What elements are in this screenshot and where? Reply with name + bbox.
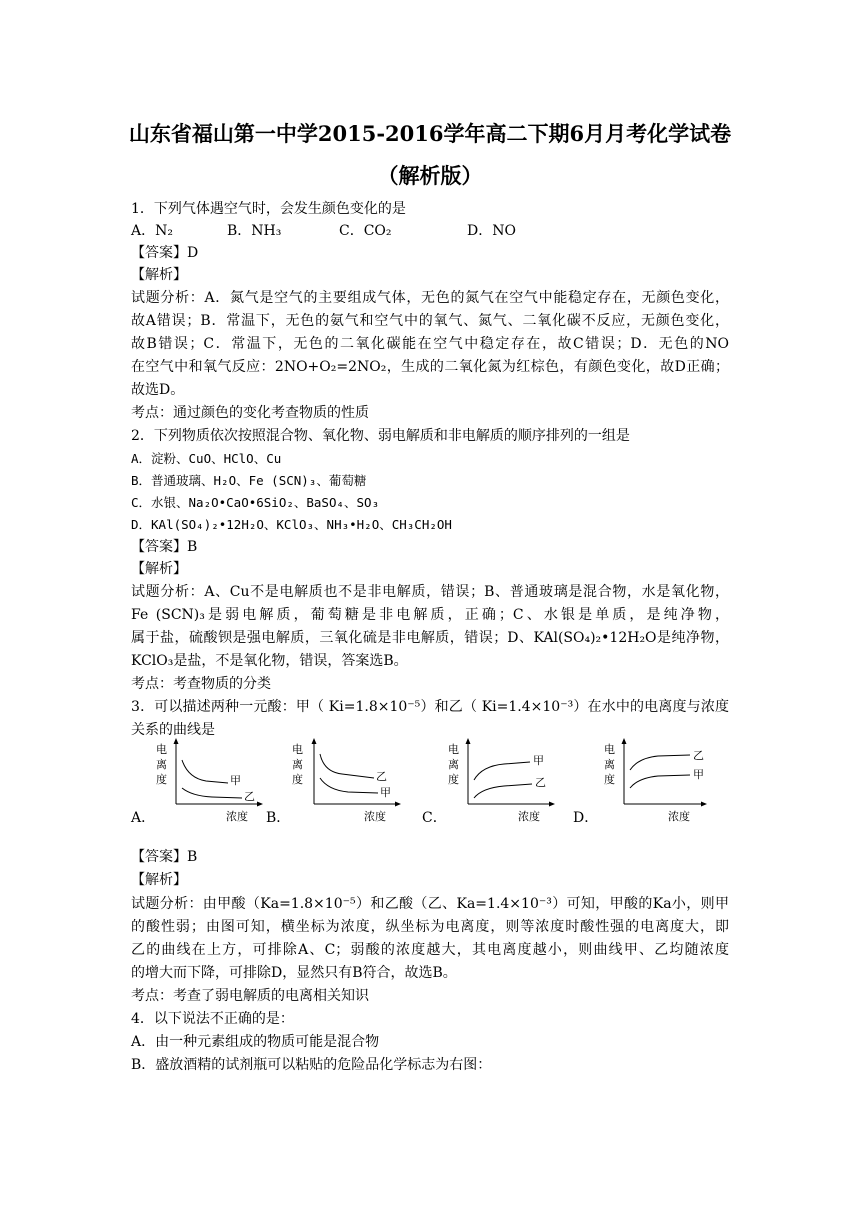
q3-graph-d-letter: D． <box>573 810 599 826</box>
y-axis-arrow <box>174 738 179 744</box>
q3-stem-line2: 关系的曲线是 <box>131 722 215 738</box>
y-label-char: 度 <box>604 773 615 786</box>
curve-yi <box>182 788 242 798</box>
y-label-char: 离 <box>604 758 615 771</box>
q3-analysis-line: 的酸性弱；由图可知，横坐标为浓度，纵坐标为电离度，则等浓度时酸性强的电离度大，即 <box>131 919 729 935</box>
q3-graph-a <box>152 738 264 824</box>
q2-option-a: A．淀粉、CuO、HClO、Cu <box>131 451 282 466</box>
y-label-char: 度 <box>448 773 459 786</box>
q2-analysis-label: 【解析】 <box>131 561 187 577</box>
q3-point: 考点：考查了弱电解质的电离相关知识 <box>131 988 369 1004</box>
q2-analysis-line: 属于盐，硫酸钡是强电解质，三氧化硫是非电解质，错误；D、KAl(SO₄)₂•12H₂O是纯净物， <box>131 630 729 646</box>
q2-option-b: B．普通玻璃、H₂O、Fe (SCN)₃、葡萄糖 <box>131 473 367 488</box>
q1-point: 考点：通过颜色的变化考查物质的性质 <box>131 405 369 421</box>
x-label: 浓度 <box>364 810 386 823</box>
curve-label-yi: 乙 <box>376 770 387 783</box>
q3-analysis-line: 的增大而下降，可排除D，显然只有B符合，故选B。 <box>131 965 457 981</box>
curve-jia <box>320 778 378 793</box>
q2-stem: 2．下列物质依次按照混合物、氧化物、弱电解质和非电解质的顺序排列的一组是 <box>131 428 630 444</box>
q1-analysis-line: 故B错误；C．常温下，无色的二氧化碳能在空气中稳定存在，故C错误；D．无色的NO <box>131 336 729 352</box>
q2-answer: 【答案】B <box>131 539 198 555</box>
curve-yi <box>630 755 690 770</box>
y-label-char: 离 <box>448 758 459 771</box>
q3-stem: 3．可以描述两种一元酸：甲（ Ki=1.8×10⁻⁵）和乙（ Ki=1.4×10⁻³）在水中的电离度与浓度 <box>131 699 729 715</box>
q3-graph-a-letter: A． <box>131 810 156 826</box>
q2-point: 考点：考查物质的分类 <box>131 676 271 692</box>
q1-analysis-line: 在空气中和氧气反应：2NO+O₂=2NO₂，生成的二氧化氮为红棕色，有颜色变化，故D正确； <box>131 359 729 375</box>
y-label-char: 电 <box>156 743 167 756</box>
q4-option-b: B．盛放酒精的试剂瓶可以粘贴的危险品化学标志为右图： <box>131 1057 492 1073</box>
q1-option-c: C．CO₂ <box>339 223 392 239</box>
q3-analysis-line: 试题分析：由甲酸（Ka=1.8×10⁻⁵）和乙酸（乙、Ka=1.4×10⁻³）可知，甲酸的Ka小，则甲 <box>131 896 729 912</box>
q2-option-d: D．KAl(SO₄)₂•12H₂O、KClO₃、NH₃•H₂O、CH₃CH₂OH <box>131 517 452 532</box>
curve-label-jia: 甲 <box>693 768 704 781</box>
x-label: 浓度 <box>518 810 540 823</box>
y-axis-arrow <box>466 738 471 744</box>
x-axis-arrow <box>549 802 555 807</box>
q3-graph-d <box>596 738 708 824</box>
q1-option-d: D．NO <box>467 223 516 239</box>
x-axis-arrow <box>395 802 401 807</box>
q3-answer: 【答案】B <box>131 849 198 865</box>
q2-option-c: C．水银、Na₂O•CaO•6SiO₂、BaSO₄、SO₃ <box>131 495 380 510</box>
y-axis-arrow <box>622 738 627 744</box>
q3-graph-b-letter: B． <box>266 810 291 826</box>
curve-yi <box>320 754 374 778</box>
q1-answer: 【答案】D <box>131 245 199 261</box>
q1-option-b: B．NH₃ <box>227 223 282 239</box>
curve-label-yi: 乙 <box>244 790 255 803</box>
curve-label-yi: 乙 <box>535 776 546 789</box>
curve-label-jia: 甲 <box>380 786 391 799</box>
x-label: 浓度 <box>226 810 248 823</box>
y-label-char: 电 <box>292 743 303 756</box>
y-axis-arrow <box>312 738 317 744</box>
q1-option-a: A．N₂ <box>131 223 173 239</box>
curve-jia <box>474 762 530 780</box>
curve-yi <box>474 784 532 798</box>
q1-analysis-line: 故A错误；B．常温下，无色的氨气和空气中的氧气、氮气、二氧化碳不反应，无颜色变化， <box>131 313 729 329</box>
curve-label-jia: 甲 <box>230 774 241 787</box>
y-label-char: 度 <box>292 773 303 786</box>
y-label-char: 离 <box>292 758 303 771</box>
x-axis-arrow <box>701 802 707 807</box>
x-label: 浓度 <box>668 810 690 823</box>
curve-label-jia: 甲 <box>533 754 544 767</box>
y-label-char: 离 <box>156 758 167 771</box>
curve-jia <box>630 775 690 788</box>
q2-analysis-line: Fe (SCN)₃是弱电解质，葡萄糖是非电解质，正确；C、水银是单质，是纯净物， <box>131 607 729 623</box>
y-label-char: 电 <box>448 743 459 756</box>
document-subtitle: （解析版） <box>377 163 483 188</box>
q3-analysis-line: 乙的曲线在上方，可排除A、C；弱酸的浓度越大，其电离度越小，则曲线甲、乙均随浓度 <box>131 942 729 958</box>
q1-stem: 1．下列气体遇空气时，会发生颜色变化的是 <box>131 201 406 217</box>
q3-graph-b <box>290 738 402 824</box>
q1-analysis-line: 故选D。 <box>131 382 185 398</box>
q2-analysis-line: 试题分析：A、Cu不是电解质也不是非电解质，错误；B、普通玻璃是混合物，水是氧化物， <box>131 584 729 600</box>
y-label-char: 电 <box>604 743 615 756</box>
y-label-char: 度 <box>156 773 167 786</box>
q2-analysis-line: KClO₃是盐，不是氧化物，错误，答案选B。 <box>131 653 408 669</box>
document-title: 山东省福山第一中学2015-2016学年高二下期6月月考化学试卷 <box>128 121 732 146</box>
curve-label-yi: 乙 <box>693 749 704 762</box>
q4-stem: 4．以下说法不正确的是： <box>131 1011 294 1027</box>
q1-analysis-line: 试题分析：A．氮气是空气的主要组成气体，无色的氮气在空气中能稳定存在，无颜色变化， <box>131 290 729 306</box>
q4-option-a: A．由一种元素组成的物质可能是混合物 <box>131 1034 380 1050</box>
q3-graph-c <box>444 738 556 824</box>
q1-analysis-label: 【解析】 <box>131 267 187 283</box>
q3-graph-c-letter: C． <box>422 810 447 826</box>
x-axis-arrow <box>257 802 263 807</box>
q3-analysis-label: 【解析】 <box>131 872 187 888</box>
curve-jia <box>182 760 228 783</box>
